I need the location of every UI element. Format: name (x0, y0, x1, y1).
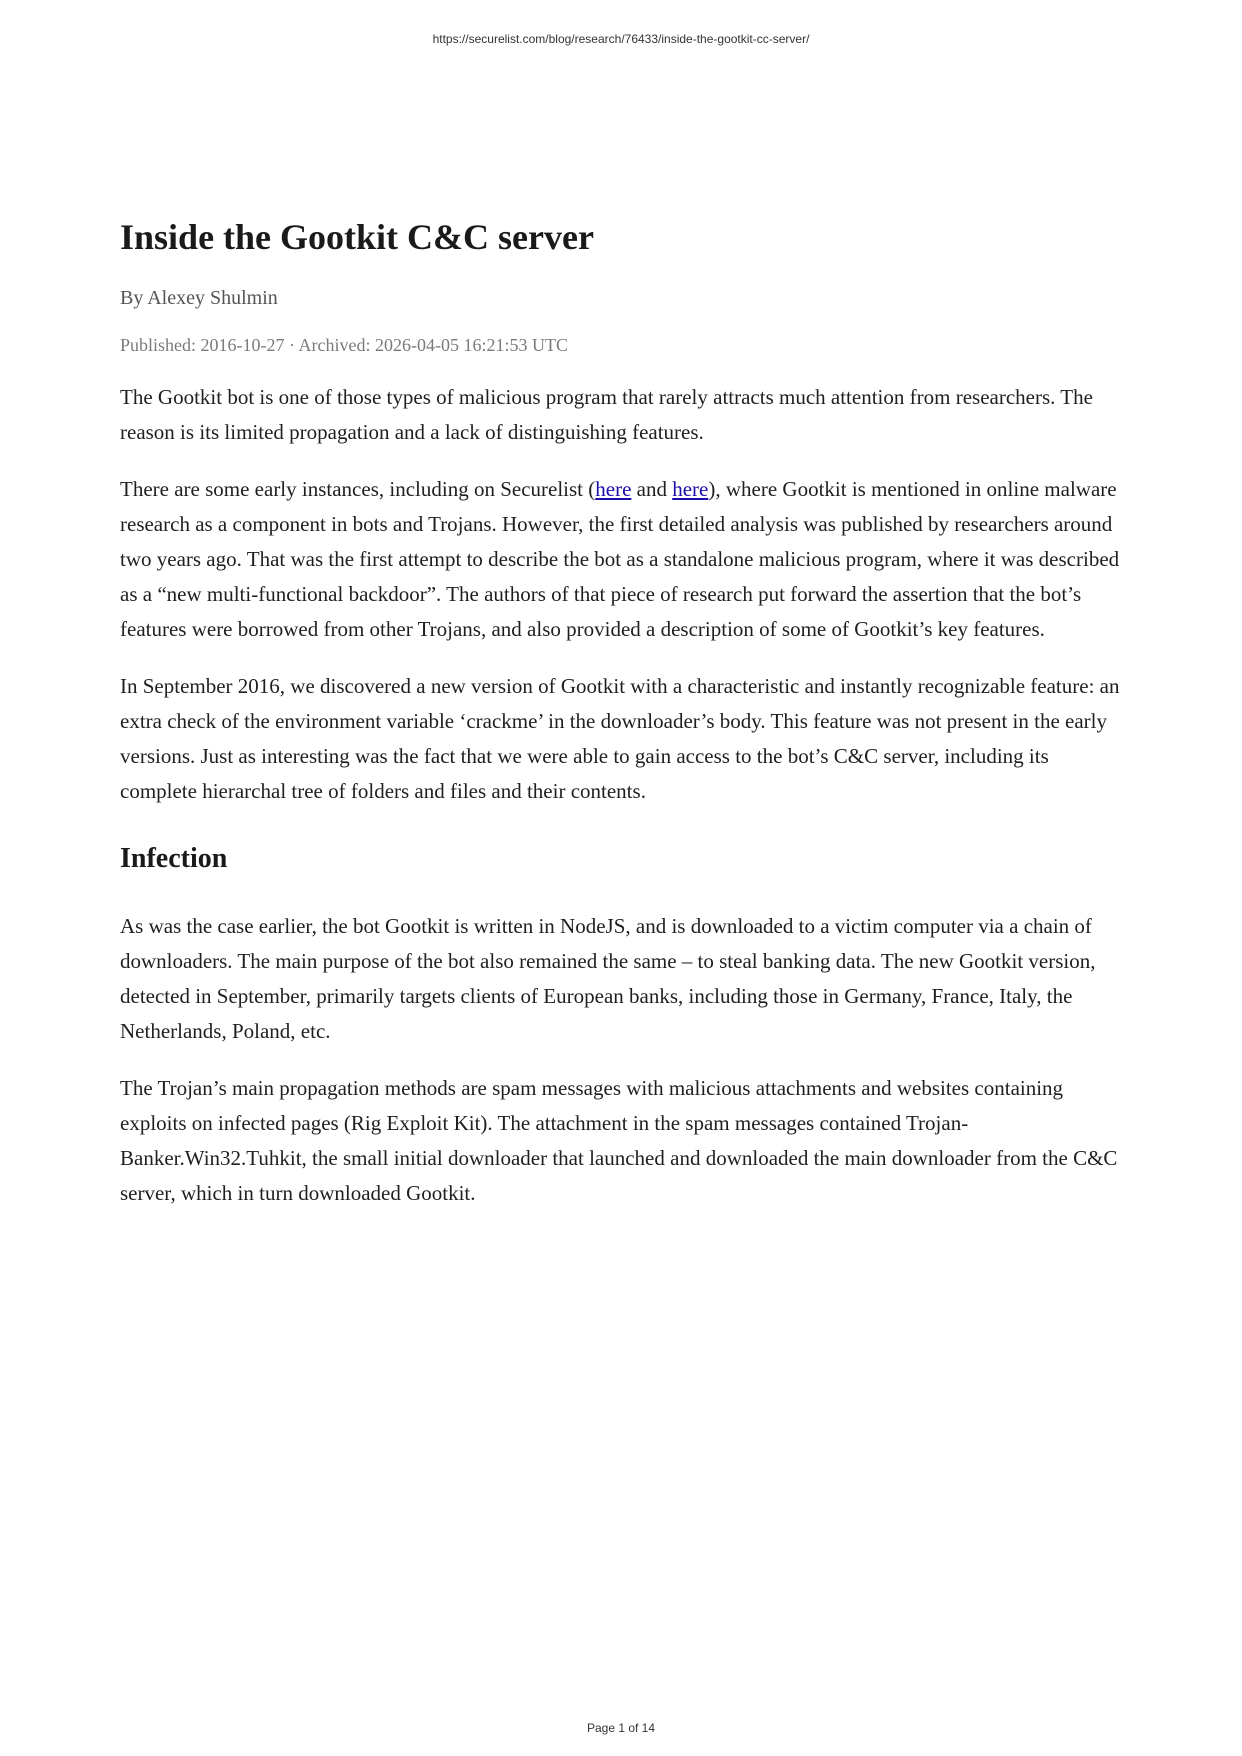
page-number: Page 1 of 14 (586, 1721, 656, 1735)
paragraph-infection-chain: As was the case earlier, the bot Gootkit is written in NodeJS, and is downloaded to a victim computer via a chain of downloaders. The main purpose of the bot also remained the same – to steal banking data. The new Gootkit version, detected in September, primarily targets clients of European banks, including those in Germany, France, Italy, the Netherlands, Poland, etc. (120, 914, 1096, 1043)
page-url-header: https://securelist.com/blog/research/76433/inside-the-gootkit-cc-server/ (432, 32, 810, 46)
paragraph-text: There are some early instances, including on Securelist ( (120, 477, 596, 501)
paragraph-intro: The Gootkit bot is one of those types of malicious program that rarely attracts much attention from researchers. The reason is its limited propagation and a lack of distinguishing features. (120, 385, 1093, 444)
paragraph-text: and (631, 477, 673, 501)
link-here-2[interactable]: here (672, 477, 709, 501)
link-here-1[interactable]: here (595, 477, 632, 501)
paragraph-new-version: In September 2016, we discovered a new version of Gootkit with a characteristic and instantly recognizable feature: an extra check of the environment variable ‘crackme’ in the downloader’s body. This feature was not present in the early versions. Just as interesting was the fact that we were able to gain access to the bot’s C&C server, including its complete hierarchal tree of folders and files and their contents. (120, 674, 1120, 803)
article-title: Inside the Gootkit C&C server (120, 217, 594, 257)
publish-meta: Published: 2016-10-27 · Archived: 2026-04-05 16:21:53 UTC (120, 335, 568, 355)
section-heading-infection: Infection (120, 843, 228, 874)
article (120, 212, 1130, 1211)
author-byline: By Alexey Shulmin (120, 287, 278, 309)
paragraph-propagation: The Trojan’s main propagation methods are spam messages with malicious attachments and websites containing exploits on infected pages (Rig Exploit Kit). The attachment in the spam messages contained Trojan-Banker.Win32.Tuhkit, the small initial downloader that launched and downloaded the main downloader from the C&C server, which in turn downloaded Gootkit. (120, 1076, 1118, 1205)
paragraph-early-instances (120, 472, 1130, 647)
paragraph-text: ), where Gootkit is mentioned in online malware research as a component in bots and Trojans. However, the first detailed analysis was published by researchers around two years ago. That was the first attempt to describe the bot as a standalone malicious program, where it was described as a “new multi-functional backdoor”. The authors of that piece of research put forward the assertion that the bot’s features were borrowed from other Trojans, and also provided a description of some of Gootkit’s key features. (120, 477, 1120, 641)
